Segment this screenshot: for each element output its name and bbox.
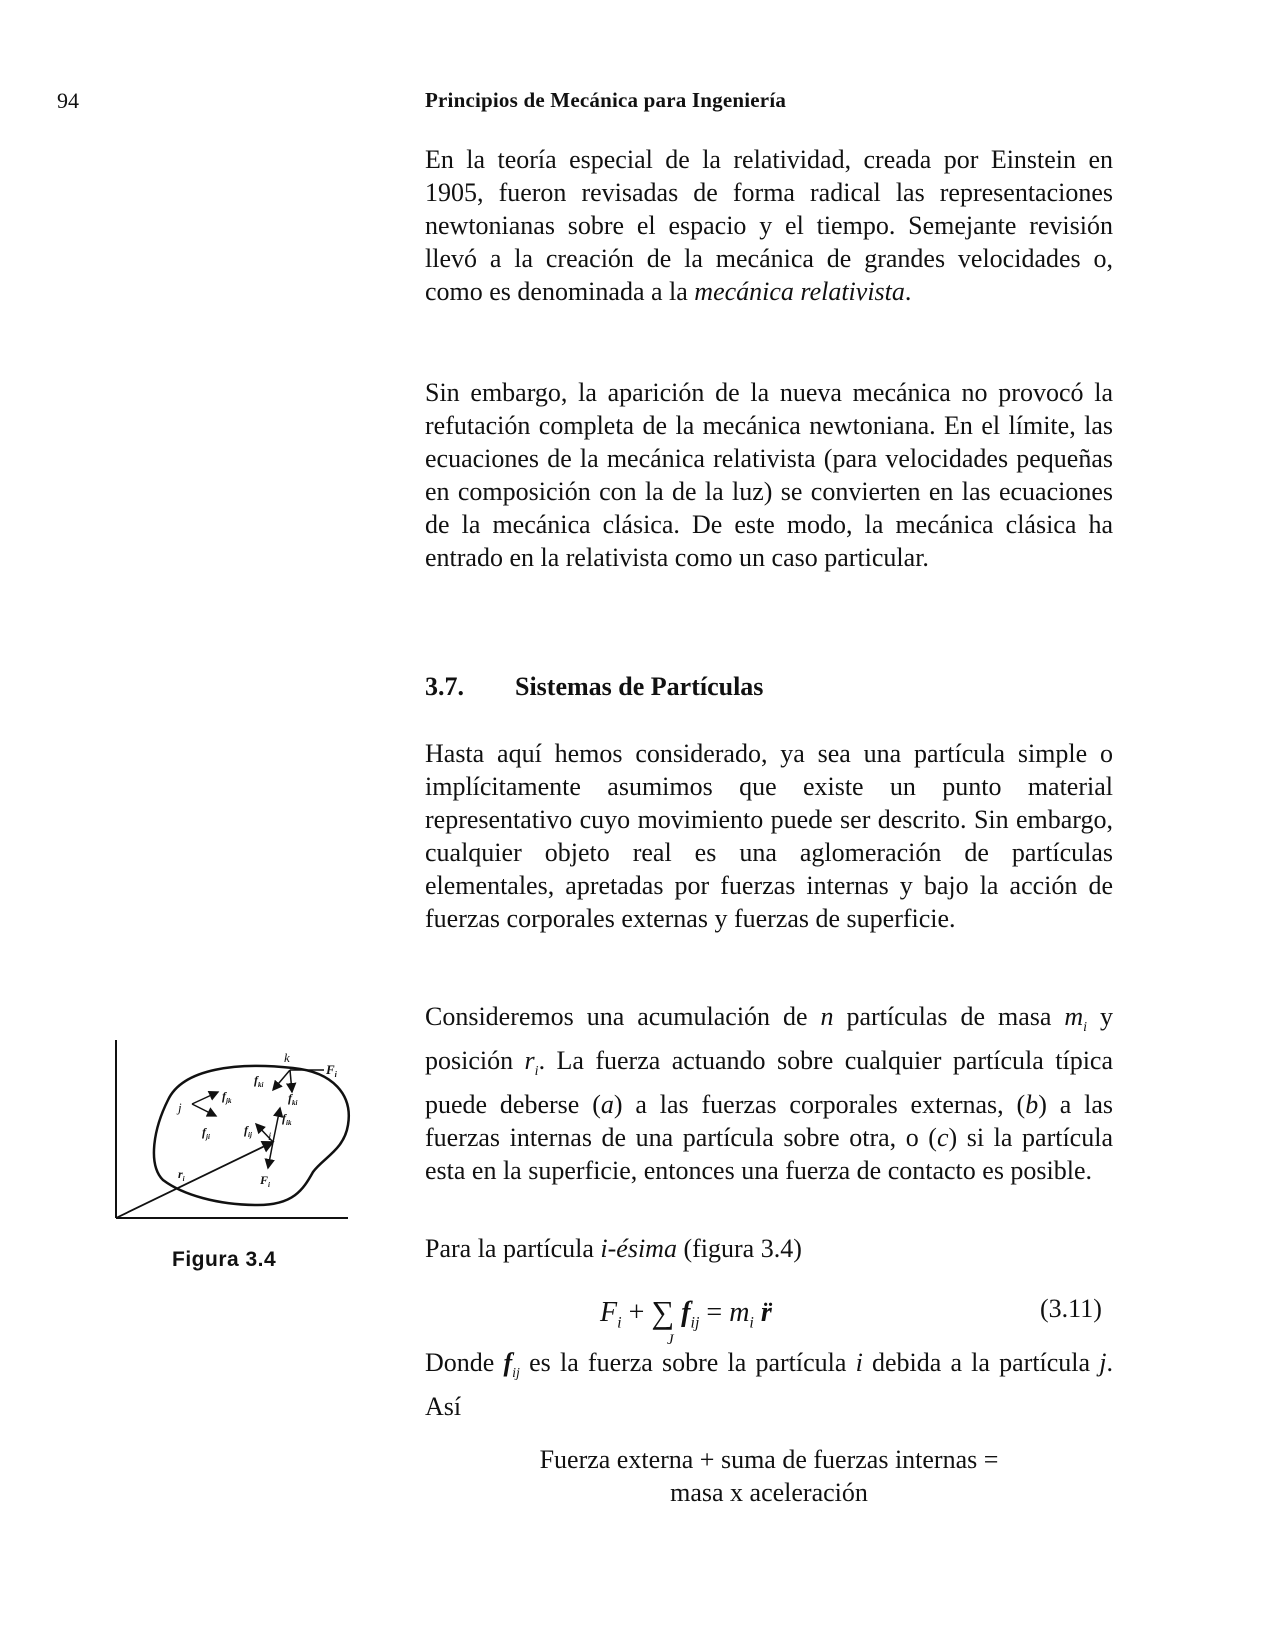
paragraph-particle-systems: Hasta aquí hemos considerado, ya sea una partícula simple o implícitamente asumimos que existe un punto material representativo cuyo movimiento puede ser descrito. Sin embargo, cualquier objeto real es una aglomeración de partículas elementales, apretadas por fuerzas internas y bajo la acción de fuerzas corporales externas y fuerzas de superficie. [425, 739, 1113, 933]
emphasis-mecanica-relativista: mecánica relativista [694, 277, 905, 306]
paragraph-accumulation: Consideremos una acumulación de n partículas de masa $m_i$ y posición $r_i$. La fuerza actuando sobre cualquier partícula típica puede deberse (a) a las fuerzas corporales externas, (b) a las fuerzas internas de una partícula sobre otra, o (c) si la partícula esta en la superficie, entonces una fuerza de contacto es posible. [425, 1002, 1114, 1186]
figure-particle-system [108, 1040, 358, 1240]
summation-symbol: ∑ [651, 1294, 675, 1330]
label-Fi-at-i: $F_i$ [260, 1173, 270, 1189]
label-ri: $r_i$ [178, 1167, 185, 1183]
force-fji-arrow [192, 1104, 216, 1116]
label-fji: $f_{ji}$ [202, 1125, 210, 1141]
running-title: Principios de Mecánica para Ingeniería [425, 88, 787, 112]
label-j: j [178, 1100, 182, 1115]
paragraph-fij-definition: Donde $f_{ij}$ es la fuerza sobre la partícula i debida a la partícula j. Así [425, 1348, 1113, 1422]
label-fij: $f_{ij}$ [244, 1123, 252, 1139]
force-fki2-arrow [290, 1070, 292, 1092]
position-vector-ri [116, 1142, 273, 1218]
summation-index: J [667, 1332, 674, 1348]
force-fik-arrow [273, 1108, 280, 1142]
force-fjk-arrow [192, 1092, 218, 1104]
paragraph-classical-limit: Sin embargo, la aparición de la nueva mecánica no provocó la refutación completa de la mecánica newtoniana. En el límite, las ecuaciones de la mecánica relativista (para velocidades pequeñas en composición con la de la luz) se convierten en las ecuaciones de la mecánica clásica. De este modo, la mecánica clásica ha entrado en la relativista como un caso particular. [425, 378, 1113, 572]
section-number: 3.7. [425, 672, 464, 701]
equation-number: (3.11) [1040, 1294, 1102, 1323]
label-fki: $f_{ki}$ [254, 1073, 264, 1089]
paragraph-relativity: En la teoría especial de la relatividad, creada por Einstein en 1905, fueron revisadas de forma radical las representaciones newtonianas sobre el espacio y el tiempo. Semejante revisión llevó a la creación de la mecánica de grandes velocidades o, como es denominada a la mecánica relativista. [425, 145, 1113, 306]
label-Fi-external: $F_i$ [326, 1062, 337, 1079]
label-fjk: $f_{jk}$ [222, 1089, 232, 1105]
label-k: k [284, 1050, 290, 1065]
section-heading [425, 672, 763, 702]
statement-line-2: masa x aceleración [670, 1478, 868, 1507]
label-fik: $f_{ik}$ [282, 1111, 292, 1127]
label-fki-2: $f_{ki}$ [288, 1091, 298, 1107]
page-number: 94 [57, 88, 79, 113]
label-i: i [268, 1129, 272, 1143]
section-title: Sistemas de Partículas [515, 672, 764, 701]
external-force-i-arrow [268, 1142, 273, 1168]
force-fki-arrow [273, 1070, 290, 1090]
equation-3-11: $F_i$ + ∑ J $f_{ij} = m_i$ r̈ [600, 1294, 772, 1348]
statement-line-1: Fuerza externa + suma de fuerzas internas = [539, 1445, 999, 1474]
figure-caption: Figura 3.4 [172, 1248, 277, 1271]
paragraph-i-th-particle: Para la partícula i-ésima (figura 3.4) [425, 1234, 802, 1263]
